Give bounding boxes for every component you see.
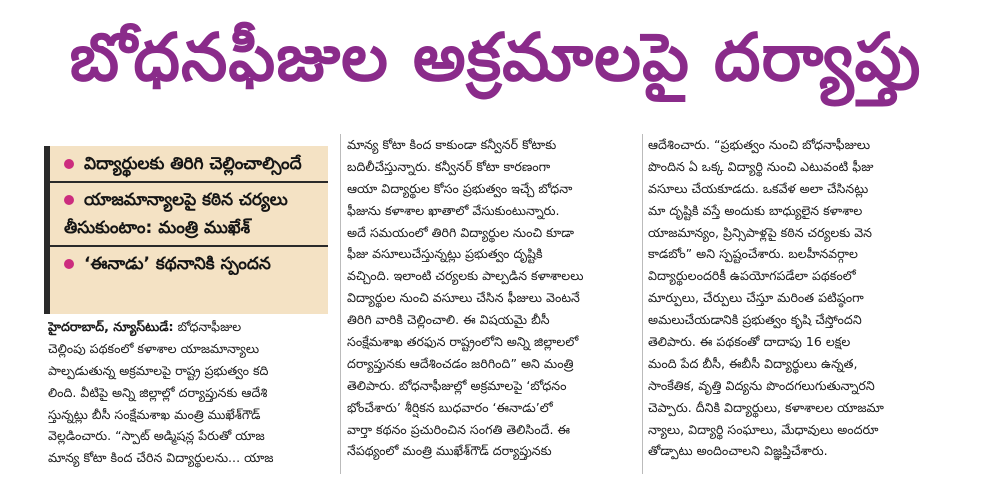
article-line: మాన్య కోటా కింద చేరిన విద్యార్థులను... యాజ <box>48 450 274 466</box>
headline <box>0 0 991 130</box>
subheadline-text: విద్యార్థులకు తిరిగి చెల్లించాల్సిందే <box>84 154 302 174</box>
article-line: మా దృష్టికి వస్తే అందుకు బాధ్యులైన కళాశాల <box>648 202 863 218</box>
subheadline-text <box>64 186 288 242</box>
article-line: తిరిగి వారికి చెల్లించాలి. ఈ విషయమై బీసీ <box>347 312 550 328</box>
article-line: ఫీజు వసూలుచేస్తున్నట్లు ప్రభుత్వం దృష్టికి <box>347 246 543 262</box>
article-line: లింది. వీటిపై అన్ని జిల్లాల్లో దర్యాప్తునకు ఆదేశి <box>48 384 268 400</box>
article-line: ఆదేశించారు. “ప్రభుత్వం నుంచి బోధనాఫీజులు <box>648 137 871 152</box>
article-line: యాజమాన్యం, ప్రిన్సిపాళ్లపై కఠిన చర్యలకు వెన <box>648 224 873 240</box>
bullet-icon <box>64 159 74 169</box>
article-column-3 <box>648 134 937 462</box>
article-line: వచ్చింది. ఇలాంటి చర్యలకు పాల్పడిన కళాశాలలు <box>347 268 584 284</box>
subheadline-1 <box>64 150 324 178</box>
article-line: ఆయా విద్యార్థుల కోసం ప్రభుత్వం ఇచ్చే బోధనా <box>347 180 573 196</box>
article-line: పాల్పడుతున్న అక్రమాలపై రాష్ట్ర ప్రభుత్వం కది <box>48 362 269 378</box>
subheadline-divider <box>50 245 328 247</box>
article-line: వార్తా కథనం ప్రచురించిన సంగతి తెలిసిందే. ఈ <box>347 421 571 437</box>
article-line: తెలిపారు. బోధనాఫీజుల్లో అక్రమాలపై ‘బోధనం <box>347 377 567 393</box>
article-line: నేపథ్యంలో మంత్రి ముఖేశ్‌గౌడ్ దర్యాప్తునకు <box>347 443 552 459</box>
subheadline-line: యాజమాన్యాలపై కఠిన చర్యలు <box>84 190 288 210</box>
article-line: అమలుచేయడానికి ప్రభుత్వం కృషి చేస్తోందని <box>648 312 862 328</box>
article-line: విద్యార్థులందరికీ ఉపయోగపడేలా పథకంలో <box>648 268 856 284</box>
subheadline-text: ‘ఈనాడు’ కథనానికి స్పందన <box>84 254 271 274</box>
article-line <box>48 316 333 338</box>
article-line: మార్పులు, చేర్పులు చేస్తూ మరింత పటిష్ఠంగా <box>648 290 864 306</box>
subheadline-line: తీసుకుంటాం: మంత్రి ముఖేశ్ <box>64 218 251 238</box>
article-text: బోధనాఫీజుల <box>173 319 242 334</box>
article-line: వసూలు చేయకూడదు. ఒకవేళ అలా చేసినట్లు <box>648 180 869 196</box>
headline-text: బోధనఫీజుల అక్రమాలపై దర్యాప్తు <box>69 18 922 96</box>
article-line: సాంకేతిక, వృత్తి విద్యను పొందగలుగుతున్నారని <box>648 377 875 393</box>
article-line: తెలిపారు. ఈ పథకంతో దాదాపు 16 లక్షల <box>648 334 851 350</box>
article-line: చెప్పారు. దీనికి విద్యార్థులు, కళాశాలల యాజమా <box>648 399 884 415</box>
article-line: ఫీజును కళాశాల ఖాతాలో వేసుకుంటున్నారు. <box>347 202 560 218</box>
article-line: తోడ్పాటు అందించాలని విజ్ఞప్తిచేశారు. <box>648 443 828 459</box>
article-line: దర్యాప్తునకు ఆదేశించడం జరిగింది” అని మంత్రి <box>347 355 574 371</box>
bullet-icon <box>64 195 74 205</box>
dateline: హైదరాబాద్, న్యూస్‌టుడే: <box>48 319 174 334</box>
article-line: వెల్లడించారు. “స్పాట్ అడ్మిషన్ల పేరుతో యాజ <box>48 428 265 444</box>
article-line: బదిలీచేస్తున్నారు. కన్వీనర్ కోటా కారణంగా <box>347 158 551 174</box>
article-line: న్యాలు, విద్యార్థి సంఘాలు, మేధావులు అందరూ <box>648 421 879 437</box>
article-line: పొందిన ఏ ఒక్క విద్యార్థి నుంచి ఎటువంటి ఫీజు <box>648 158 874 174</box>
article-line: భోంచేశారు’ శీర్షికన బుధవారం ‘ఈనాడు’లో <box>347 399 553 415</box>
article-line: అదే సమయంలో తిరిగి విద్యార్థుల నుంచి కూడా <box>347 224 574 240</box>
article-column-2 <box>347 134 636 462</box>
subheadline-divider <box>50 181 328 183</box>
article-line: మాన్య కోటా కింద కాకుండా కన్వీనర్ కోటాకు <box>347 137 557 152</box>
subheadline-2 <box>64 186 324 242</box>
article-line: సంక్షేమశాఖ తరఫున రాష్ట్రంలోని అన్ని జిల్లాలలో <box>347 334 579 350</box>
article-line: మంది పేద బీసీ, ఈబీసీ విద్యార్థులు ఉన్నత, <box>648 355 858 371</box>
subheadline-3 <box>64 250 324 278</box>
article-line: కాడబోం” అని స్పష్టంచేశారు. బలహీనవర్గాల <box>648 246 858 262</box>
article-line: స్తున్నట్లు బీసీ సంక్షేమశాఖ మంత్రి ముఖేశ్‌గౌడ్ <box>48 406 261 422</box>
column-divider <box>340 134 341 474</box>
subheadline-box <box>44 146 328 314</box>
article-line: చెల్లింపు పథకంలో కళాశాల యాజమాన్యాలు <box>48 340 260 356</box>
bullet-icon <box>64 259 74 269</box>
article-line: విద్యార్థుల నుంచి వసూలు చేసిన ఫీజులు వెంటనే <box>347 290 580 306</box>
article-column-1 <box>48 316 333 469</box>
column-divider <box>642 134 643 474</box>
